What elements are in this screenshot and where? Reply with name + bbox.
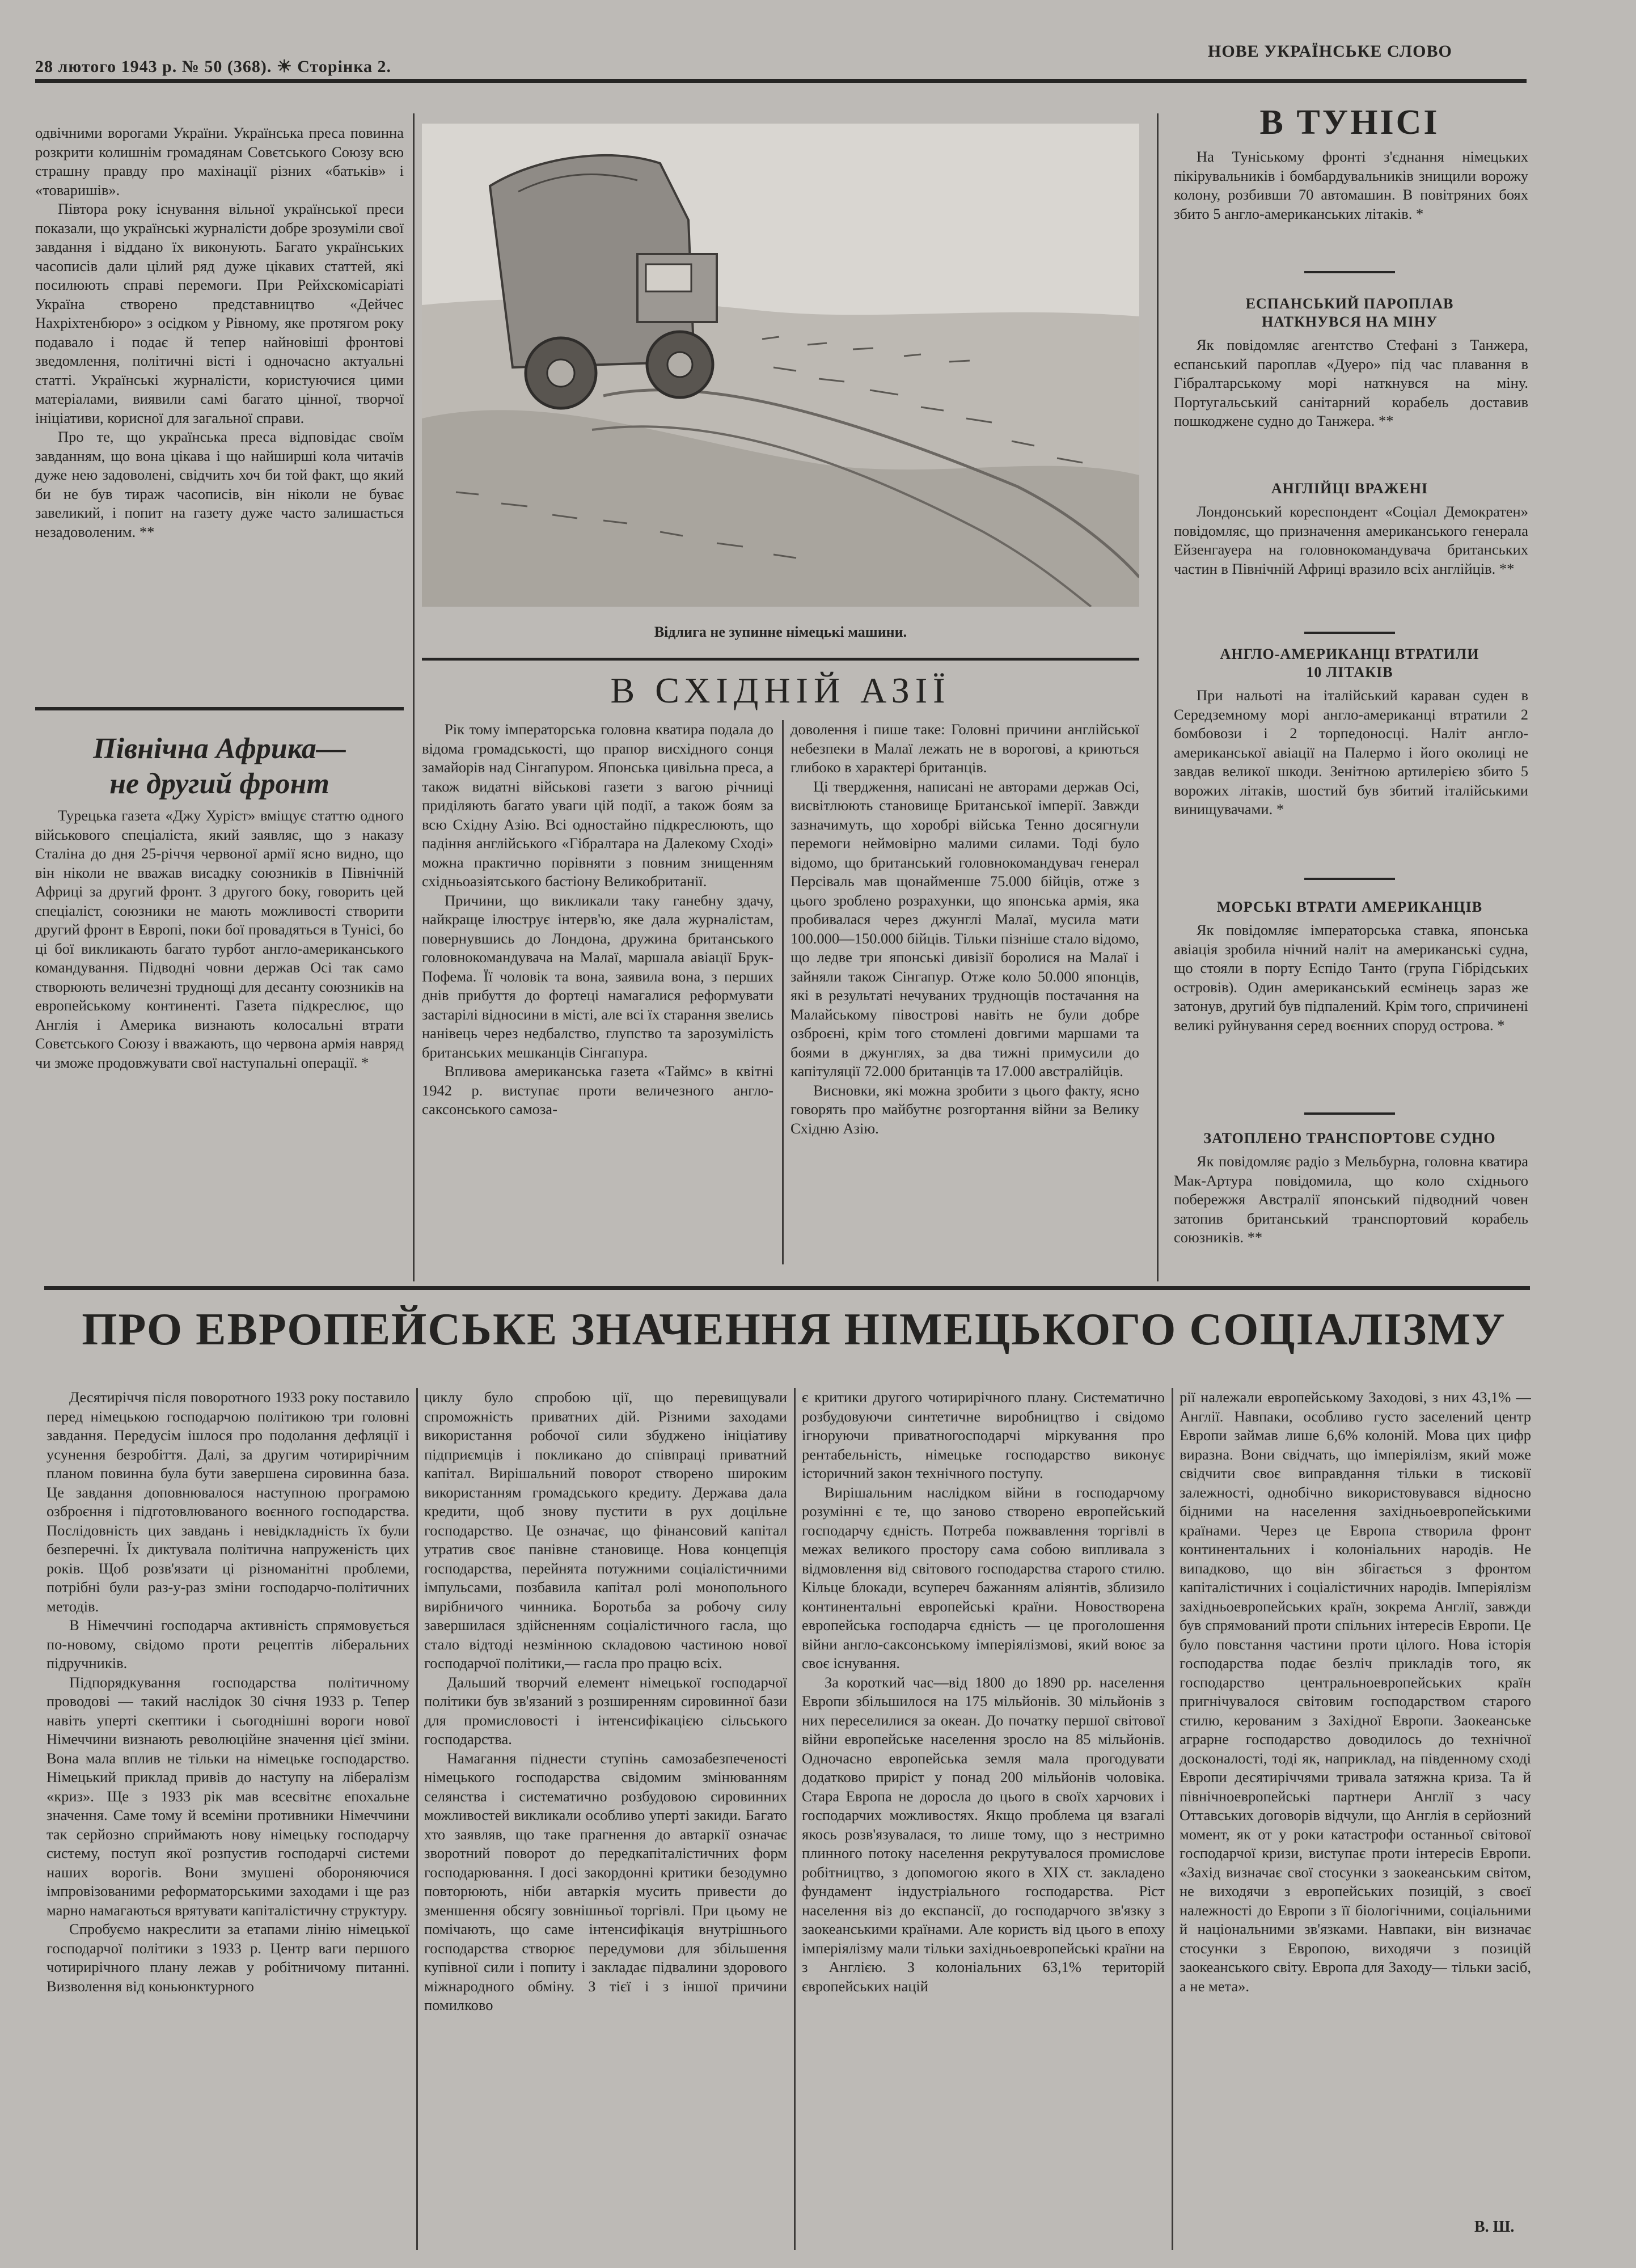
england-shocked-title: АНГЛІЙЦІ ВРАЖЕНІ	[1271, 480, 1428, 497]
main-article-column-3	[802, 1388, 1165, 2250]
news-separator	[1304, 878, 1395, 880]
north-africa-column	[35, 806, 404, 1277]
planes-lost-title	[1168, 645, 1531, 682]
spanish-ship-paragraph: Як повідомляє агентство Стефані з Танжера, еспанський пароплав «Дуеро» під час плавання в Гібралтарському морі наткнувся на міну. Португальський санітарний корабель доставив пошкоджене судно до Танжера. **	[1174, 336, 1528, 429]
news-separator	[1304, 271, 1395, 273]
north-africa-title	[35, 731, 404, 802]
spanish-ship-title	[1168, 295, 1531, 331]
main-article-column-4	[1180, 1388, 1531, 2210]
main-article-paragraph: Намагання піднести ступінь самозабезпеченості німецького господарства свідомим змінюванням селянства і систематично розбудовою сировинних можливостей викликали особливо уперті закиди. Багато хто заявляв, що таке прагнення до автаркії означає зворотний поворот до передкапіталістичних форм господарювання. І досі закордонні критики безодумно повторюють, ніби автаркія мусить привести до зменшення обсягу зовнішньої торгівлі. При цьому не помічають, що саме інтенсифікація внутрішнього господарства створює передумови для збільшення купівної сили і попиту і закладає підвалини здорового міжнародного обміну. З тієї і з іншої причини помилково	[424, 1749, 787, 2013]
east-asia-column-1	[422, 720, 773, 1276]
photo-illustration	[422, 124, 1139, 607]
east-asia-column-2	[790, 720, 1139, 1276]
east-asia-paragraph: Причини, що викликали таку ганебну здачу, найкраще ілюструє інтерв'ю, яке дала журналістам, повернувшись до Лондона, дружина британського головнокомандувача на Малаї, маршала авіації Брук-Пофема. Її чоловік та вона, заявила вона, з перших днів прибуття до фортеці намагалися реформувати застарілі відносини в місті, але всі їх старання звелись нанівець через недбалство, глупство та зарозумілість британських мешканців Сінгапура.	[422, 891, 773, 1061]
left-top-paragraph: Півтора року існування вільної української преси показали, що українські журналісти добре зрозуміли свої завдання і віддано їх виконують. Багато українських часописів дали цілий ряд дуже цікавих статтей, які посилюють справі перемоги. При Рейхскомісаріаті Україна створено представництво «Дейчес Нахріхтенбюро» з осідком у Рівному, яке протягом року подавало і подає й тепер найновіші фронтові зведомлення, політичні вісті і одночасно актуальні статті. Українські журналісти, користуючися цими матеріалами, виявили самі багато цінної, творчої ініціативи, корисної для загальної справи.	[35, 200, 404, 426]
transport-sunk-paragraph: Як повідомляє радіо з Мельбурна, головна кватира Мак-Артура повідомила, що коло східнього побережжя Австралії японський підводний човен затопив британський транспортовий корабель союзників. **	[1174, 1153, 1528, 1246]
east-asia-paragraph: Впливова американська газета «Таймс» в квітні 1942 р. виступає проти величезного англо-саксонського самоза-	[422, 1063, 773, 1118]
masthead-newspaper-name: НОВЕ УКРАЇНСЬКЕ СЛОВО	[1208, 42, 1452, 61]
section-rule	[44, 1286, 1530, 1290]
left-top-paragraph: Про те, що українська преса відповідає своїм завданням, що вона цікава і що найширші кола читачів дуже нею задоволені, свідчить хоч би той факт, що який би не був тираж часописів, він ніколи не буває завеликий, і попит на газету дуже часто залишається незадоволеним. **	[35, 428, 404, 540]
photo-truck-in-thaw	[422, 124, 1139, 607]
main-article-paragraph: Спробуємо накреслити за етапами лінію німецької господарчої політики з 1933 р. Центр ваги першого чотирирічного плану лежав у робітничому питанні. Визволення від коньюнктурного	[46, 1920, 409, 1995]
column-divider	[1172, 1388, 1173, 2250]
east-asia-paragraph: доволення і пише таке: Головні причини англійської небезпеки в Малаї лежать не в ворогові, а криються глибоко в характері британців.	[790, 721, 1139, 776]
masthead-date-issue: 28 лютого 1943 р. № 50 (368). ☀ Сторінка 2.	[35, 57, 392, 76]
photo-caption-rule	[422, 658, 1139, 661]
main-article-paragraph: Дальший творчий елемент німецької господарчої політики був зв'язаний з розширенням сировинної бази для промисловості і інтенсифікацією сільського господарства.	[424, 1673, 787, 1747]
column-divider	[416, 1388, 418, 2250]
main-article-paragraph: Десятиріччя після поворотного 1933 року поставило перед німецькою господарчою політикою три головні завдання. Передусім ішлося про подолання дефляції і усунення безробіття. Далі, за другим чотирирічним планом повинна була бути завершена сировинна база. Це завдання доповнювалося наступною програмою озброєння і підготовлюваного воєнного господарства. Послідовність цих завдань і невідкладність їх були безперечні. Їх диктувала політична напруженість цих років. Щоб розв'язати ці різноманітні проблеми, потрібні були раз-у-раз зміни господарчо-політичних методів.	[46, 1389, 409, 1615]
east-asia-title: В СХІДНІЙ АЗІЇ	[610, 670, 951, 710]
column-divider	[1157, 113, 1159, 1281]
article-signature: В. Ш.	[1474, 2218, 1515, 2236]
masthead-rule	[35, 79, 1527, 83]
main-article-paragraph: В Німеччині господарча активність спрямовується по-новому, свідомо проти рецептів ліберальних підручників.	[46, 1617, 409, 1672]
planes-lost-title-line2: 10 ЛІТАКІВ	[1306, 664, 1393, 680]
left-section-rule	[35, 707, 404, 710]
spanish-ship-column	[1174, 336, 1528, 472]
main-article-paragraph: циклу було спробою ції, що перевищували спроможність приватних дій. Різними заходами використання робочої сили збуджено ініціативу підприємців і покликано до співпраці приватний капітал. Вирішальний поворот створено широким використанням громадського кредиту. Держава дала кредити, щоб знову пустити в рух доцільне господарство. Це означає, що фінансовий капітал утратив своє панівне становище. Нова концепція господарства, перейнята потужними соціалістичними імпульсами, позбавила капітал ролі монопольного вирібничого чинника. Боротьба за робочу силу завершилася здійсненням соціалістичного гасла, що стало відтоді незмінною складовою частиною нової господарчої політики,— гасла про працю всіх.	[424, 1389, 787, 1672]
planes-lost-paragraph: При нальоті на італійський караван суден в Середземному морі англо-американці втратили 2 бомбовози і 2 торпедоносці. Наліт англо-американської авіації на Палермо і його околиці не завдав великої шкоди. Зенітною артилерією збито 5 ворожих літаків, шостий був збитий італійськими винищувачами. *	[1174, 687, 1528, 818]
spanish-ship-title-line2: НАТКНУВСЯ НА МІНУ	[1261, 314, 1438, 330]
transport-sunk-column	[1174, 1152, 1528, 1277]
main-article-paragraph: За короткий час—від 1800 до 1890 рр. населення Европи збільшилося на 175 мільйонів. 30 мільйонів з них переселилися за океан. До початку першої світової війни европейське населення зросло на 85 мільйонів. Одночасно европейська земля мала прогодувати додатково приріст у понад 200 мільйонів чоловіка. Стара Европа не доросла до цього в своїх харчових і господарчих можливостях. Якщо проблема ця взагалі якось розв'язувалася, то лише тому, що з нестримно плинного потоку населення рекрутувалося промислове робітництво, з допомогою якого в XIX ст. закладено фундамент індустріального господарства. Ріст населення віз до експансії, до господарчого зв'язку з заокеанськими країнами. Але користь від цього в епоху імперіялізму мали тільки західньоевропейські країни на з Англією. З колоніальних 63,1% територій європейських націй	[802, 1673, 1165, 1995]
news-separator	[1304, 632, 1395, 634]
planes-lost-column	[1174, 686, 1528, 873]
spanish-ship-title-line1: ЕСПАНСЬКИЙ ПАРОПЛАВ	[1245, 295, 1454, 312]
main-article-column-2	[424, 1388, 787, 2250]
north-africa-paragraph: Турецька газета «Джу Хуріст» вміщує статтю одного військового спеціаліста, який заявляє, що з наказу Сталіна до дня 25-річчя червоної армії ясно видно, що він ніколи не вважав висадку союзників в Північній Африці за другий фронт. З другого боку, говорить цей спеціаліст, союзники не мають можливості створити другий фронт в Европі, поки бої провадяться в Тунісі, бо ці бої викликають багато турбот англо-американського командування. Підводні човни держав Осі так само створюють величезні труднощі для десанту союзників на европейському континенті. Газета підкреслює, що Англія і Америка визнають колосальні втрати Совєтського Союзу і вважають, що червона армія навряд чи зможе продовжувати свої наступальні операції. *	[35, 807, 404, 1071]
column-divider	[413, 113, 415, 1281]
east-asia-divider	[782, 720, 784, 1264]
east-asia-paragraph: Рік тому імператорська головна кватира подала до відома громадськості, що прапор висхідного сонця замайорів над Сінгапуром. Японська цивільна преса, а також видатні військові газети з вагою річниці приділяють багато уваги цій події, а також боям за всю Східну Азію. Всі одностайно підкреслюють, що падіння англійського «Гібралтара на Далекому Сході» можна практично порівняти з повним знищенням східньоазіятського бастіону Великобританії.	[422, 721, 773, 890]
naval-losses-paragraph: Як повідомляє імператорська ставка, японська авіація зробила нічний наліт на американські судна, що стояли в порту Еспідо Танто (група Гібрідських островів). Один американський есмінець зараз же затонув, другий був підпалений. Крім того, спричинені великі руйнування серед воєнних споруд острова. *	[1174, 921, 1528, 1034]
north-africa-title-line2: не другий фронт	[109, 768, 329, 800]
left-top-paragraph: одвічними ворогами України. Українська преса повинна розкрити колишнім громадянам Совєтського Союзу всю страшну правду про махінації різних «батьків» і «товаришів».	[35, 124, 404, 198]
england-shocked-column	[1174, 502, 1528, 627]
left-top-column	[35, 124, 404, 691]
main-article-title: ПРО ЕВРОПЕЙСЬКЕ ЗНАЧЕННЯ НІМЕЦЬКОГО СОЦІАЛІЗМУ	[82, 1305, 1506, 1355]
tunisia-column	[1174, 147, 1528, 261]
main-article-paragraph: Підпорядкування господарства політичному проводові — такий наслідок 30 січня 1933 р. Тепер навіть уперті скептики і сьогоднішні вороги нової Німеччини визнають революційне значення цієї зміни. Вона мала вплив не тільки на німецьке господарство. Німецький приклад привів до наступу на лібералізм «криз». Ще з 1933 рік мав всесвітнє епохальне значення. Саме тому й всеміни противники Німеччини так серйозно сприймають нову німецьку господарчу систему, поступ якої розпустив господарчі системи наших ворогів. Вони змушені обороняючися імпровізованими реформаторськими заходами і ще раз марно намагаються врятувати капіталістичну структуру.	[46, 1673, 409, 1919]
main-article-paragraph: Вирішальним наслідком війни в господарчому розумінні є те, що заново створено европейський господарчу єдність. Потреба пожвавлення торгівлі в межах великого простору сама собою випливала з відмовлення від світового господарства старого стилю. Кільце блокади, всупереч бажанням аліянтів, зблизило континентальні европейські країни. Новостворена европейська господарча єдність — це проголошення війни англо-саксонському імперіялізмові, який воює за своє існування.	[802, 1483, 1165, 1672]
planes-lost-title-line1: АНГЛО-АМЕРИКАНЦІ ВТРАТИЛИ	[1220, 646, 1479, 662]
england-shocked-paragraph: Лондонський кореспондент «Соціал Демократен» повідомляє, що призначення американського генерала Ейзенгауера на головнокомандувача британських частин в Північній Африці вразило всіх англійців. **	[1174, 503, 1528, 577]
photo-caption: Відлига не зупинне німецькі машини.	[654, 624, 907, 640]
east-asia-paragraph: Висновки, які можна зробити з цього факту, ясно говорять про майбутнє розгортання війни за Велику Східню Азію.	[790, 1081, 1139, 1137]
column-divider	[794, 1388, 796, 2250]
tunisia-paragraph: На Туніському фронті з'єднання німецьких пікірувальників і бомбардувальників знищили ворожу колону, розбивши 70 автомашин. В повітряних боях збито 5 англо-американських літаків. *	[1174, 148, 1528, 222]
main-article-paragraph: є критики другого чотирирічного плану. Систематично розбудовуючи синтетичне виробництво і свідомо ігноруючи приватногосподарчі міркування про рентабельність, німецьке господарство виконує історичний закон технічного поступу.	[802, 1389, 1165, 1482]
naval-losses-column	[1174, 921, 1528, 1108]
north-africa-title-line1: Північна Африка—	[93, 733, 346, 765]
tunisia-title: В ТУНІСІ	[1259, 103, 1440, 142]
transport-sunk-title: ЗАТОПЛЕНО ТРАНСПОРТОВЕ СУДНО	[1203, 1130, 1496, 1146]
east-asia-paragraph: Ці твердження, написані не авторами держав Осі, висвітлюють становище Британської імперії. Завжди зазначимуть, що хоробрі війська Тенно досягнули перемоги неймовірно малими силами. Тоді було відомо, що британський головнокомандувач генерал Персіваль мав щонайменше 75.000 бійців, отже з цього зроблено розрахунки, що японська армія, яка пробивалася через джунглі Малаї, мусила мати 100.000—150.000 бійців. Тільки пізніше стало відомо, що ледве три японські дивізії боролися на Малаї і зайняли також Сінгапур. Отже коло 50.000 японців, які в результаті нечуваних труднощів постачання на Малайському півострові навіть не були добре озброєні, крім того стомлені довгими маршами та боями в джунглях, за два тижні примусили до капітуляції 72.000 британців та 17.000 австралійців.	[790, 777, 1139, 1080]
news-separator	[1304, 1112, 1395, 1115]
main-article-paragraph: рії належали европейському Заходові, з них 43,1% — Англії. Навпаки, особливо густо заселений центр Европи займав лише 6,6% колоній. Мова цих цифр виразна. Вони свідчать, що імперіялізм, який може свідчити своє виправдання тільки в тисковії залежності, однобічно використовувався відносно бідними на населення західньоевропейськими країнами. Через це Европа створила фронт континентальних і колоніальних народів. Не випадково, що він збігається з фронтом капіталістичних і соціалістичних народів. Імперіялізм західньоевропейських країн, зокрема Англії, завжди був спрямований проти спільних інтересів Европи. Це було повстання частини проти цілого. Нова історія господарства подає безліч прикладів того, як господарство центральноевропейських країн пригнічувалося світовим господарством старого стилю, керованим з Західної Европи. Заокеанське аграрне господарство доводилось до технічної досконалості, тоді як, наприклад, на південному сході Европи десятиріччями тривала затяжна криза. Та й північноевропейські партнери Англії з часу Оттавських договорів відчули, що Англія в серйозний момент, як от у роки катастрофи останньої світової господарчої кризи, виступає проти інтересів Европи. «Захід визначає свої стосунки з заокеанським світом, не виходячи з европейських позицій, з своєї належності до Европи з її біологічними, соціальними й національними зв'язками. Навпаки, він визначає стосунки з Европою, виходячи з позицій заокеанського світу. Европа для Заходу— тільки засіб, а не мета».	[1180, 1389, 1531, 1995]
main-article-column-1	[46, 1388, 409, 2250]
naval-losses-title: МОРСЬКІ ВТРАТИ АМЕРИКАНЦІВ	[1216, 899, 1483, 915]
